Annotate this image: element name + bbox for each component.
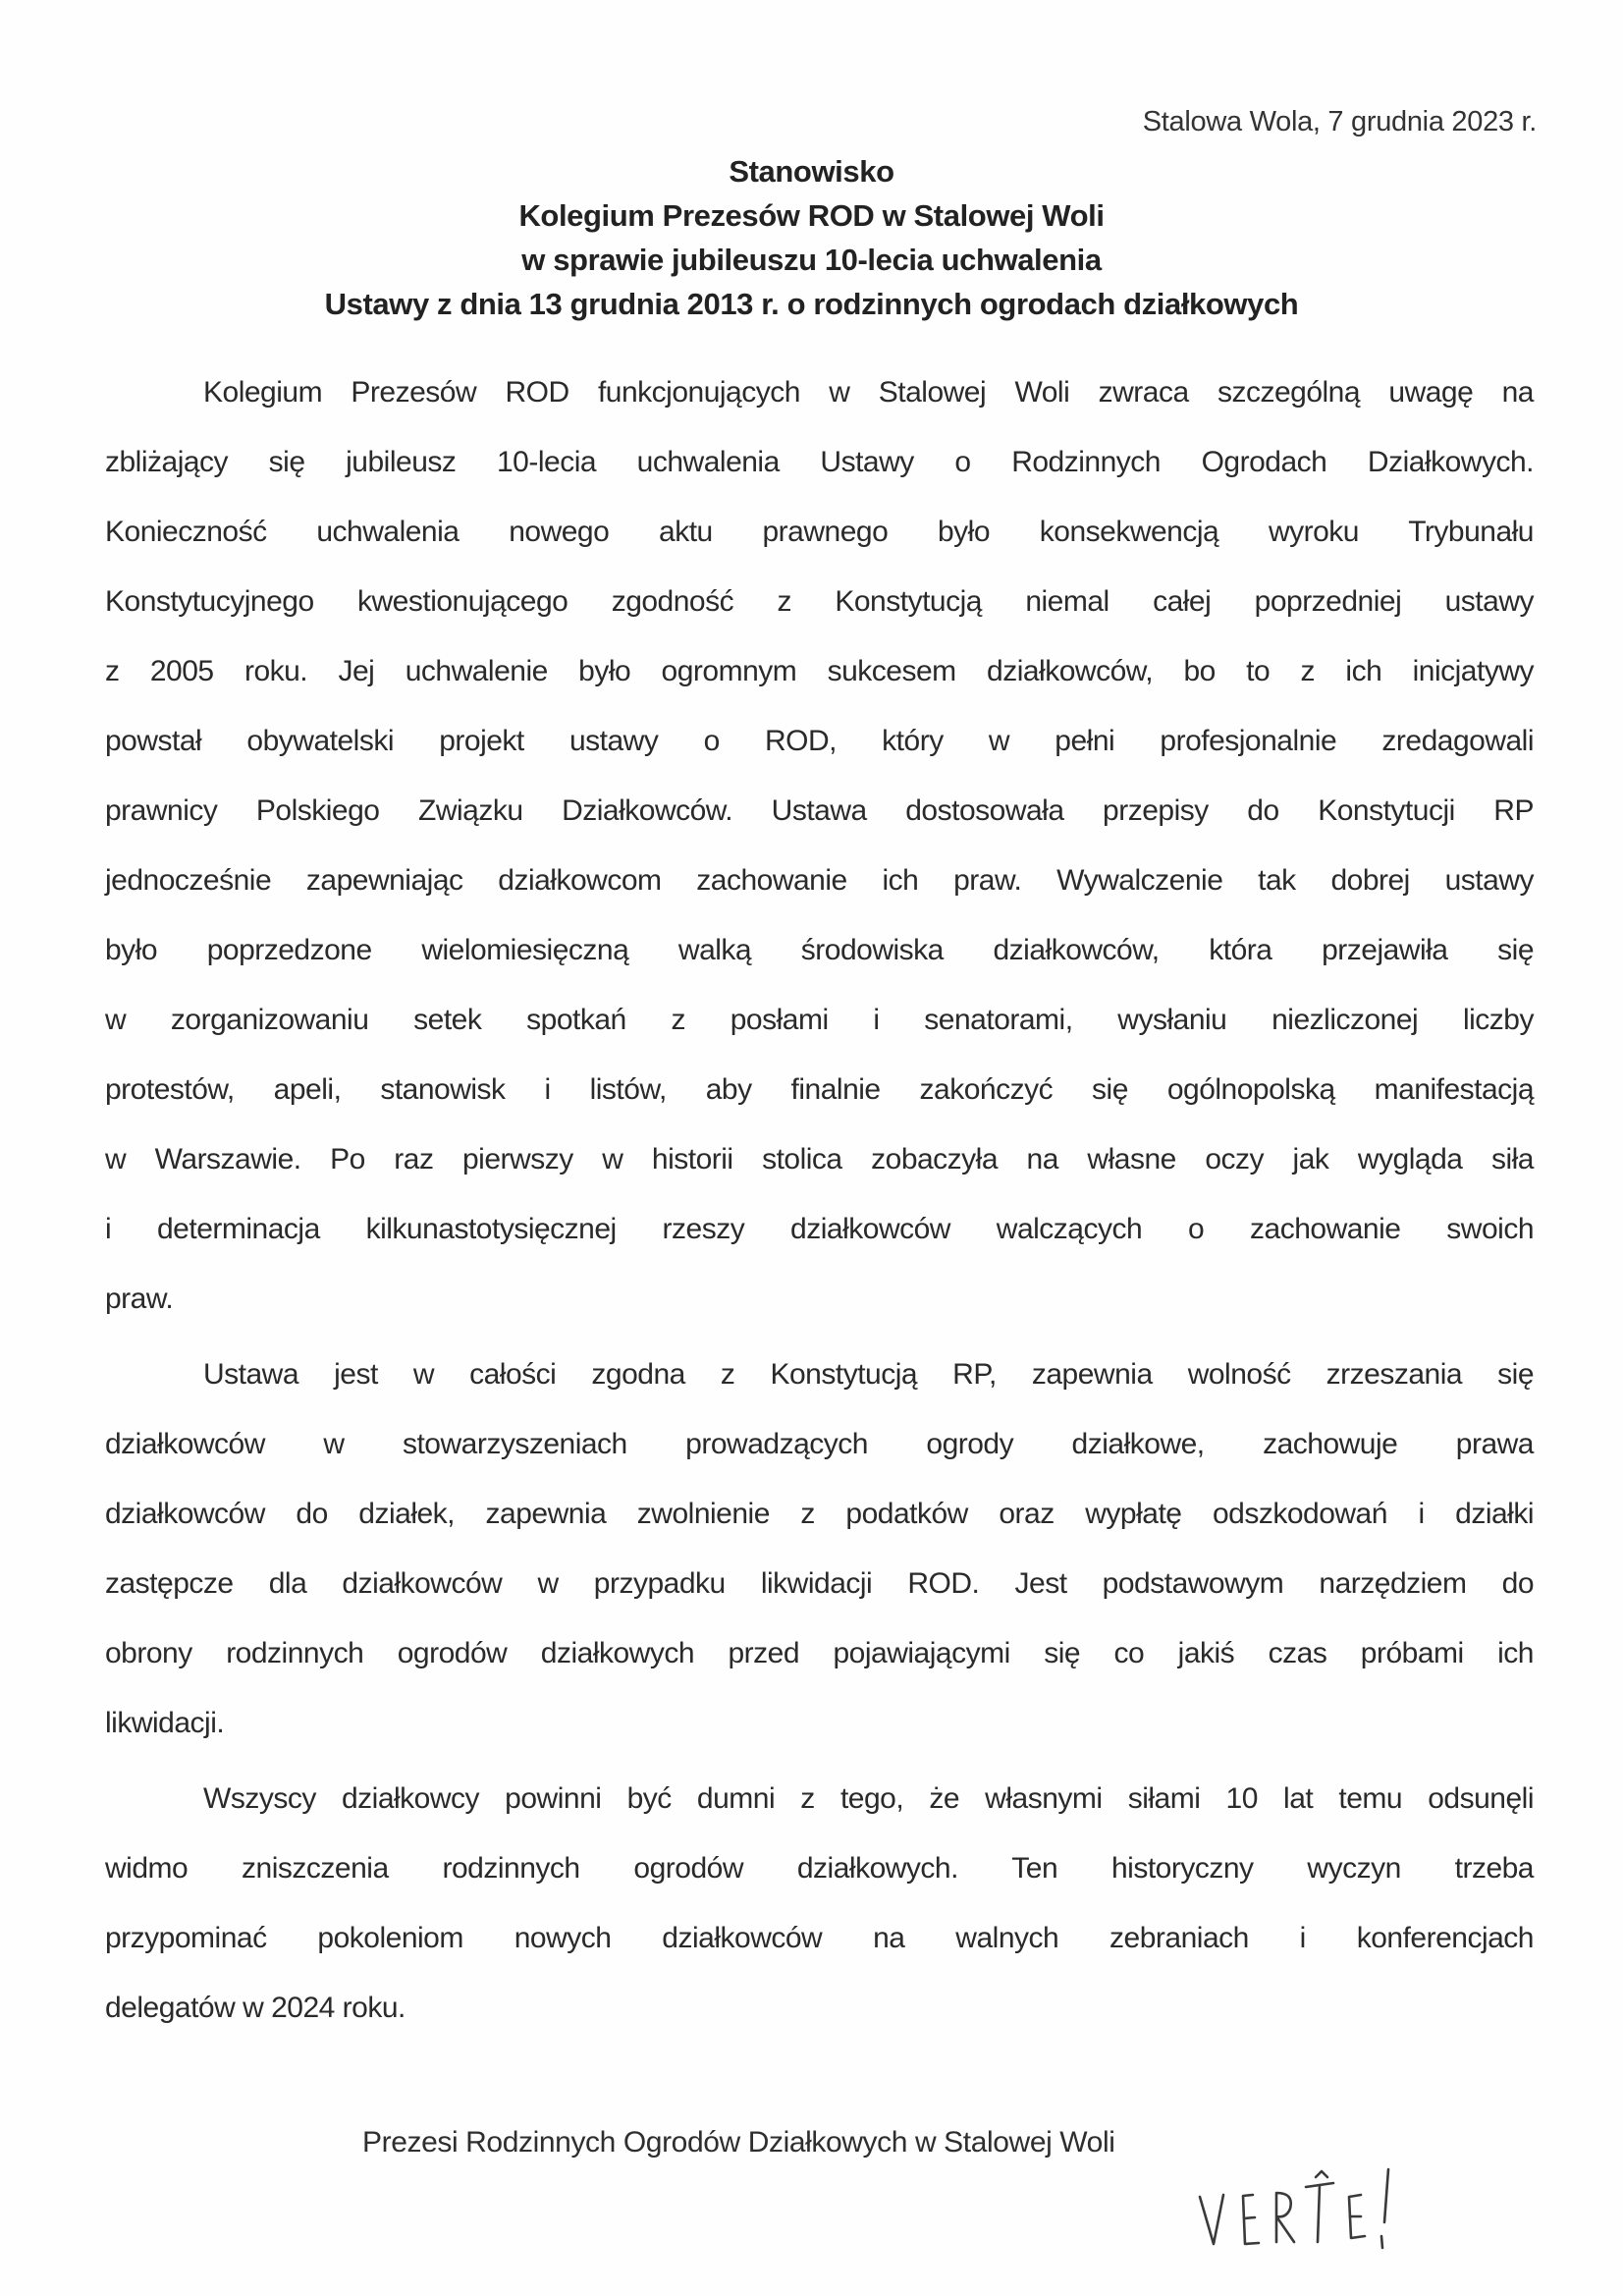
body-line: i determinacja kilkunastotysięcznej rzeszy działkowców walczących o zachowanie swoich — [105, 1213, 1534, 1245]
body-line: powstał obywatelski projekt ustawy o ROD, który w pełni profesjonalnie zredagowali — [105, 725, 1534, 757]
body-line: przypominać pokoleniom nowych działkowców na walnych zebraniach i konferencjach — [105, 1922, 1534, 1954]
body-line: Konstytucyjnego kwestionującego zgodność z Konstytucją niemal całej poprzedniej ustawy — [105, 585, 1534, 618]
signature-line: Prezesi Rodzinnych Ogrodów Działkowych w Stalowej Woli — [362, 2126, 1115, 2159]
body-line: widmo zniszczenia rodzinnych ogrodów działkowych. Ten historyczny wyczyn trzeba — [105, 1852, 1534, 1885]
body-line: delegatów w 2024 roku. — [105, 1992, 406, 2024]
body-line: prawnicy Polskiego Związku Działkowców. Ustawa dostosowała przepisy do Konstytucji RP — [105, 794, 1534, 827]
body-line: w zorganizowaniu setek spotkań z posłami i senatorami, wysłaniu niezliczonej liczby — [105, 1004, 1534, 1036]
body-line: Kolegium Prezesów ROD funkcjonujących w Stalowej Woli zwraca szczególną uwagę na — [203, 376, 1534, 409]
body-line: działkowców w stowarzyszeniach prowadzących ogrody działkowe, zachowuje prawa — [105, 1428, 1534, 1460]
body-line: praw. — [105, 1283, 174, 1315]
body-line: Ustawa jest w całości zgodna z Konstytucją RP, zapewnia wolność zrzeszania się — [203, 1358, 1534, 1391]
body-line: obrony rodzinnych ogrodów działkowych przed pojawiającymi się co jakiś czas próbami ich — [105, 1637, 1534, 1669]
body-line: zastępcze dla działkowców w przypadku likwidacji ROD. Jest podstawowym narzędziem do — [105, 1567, 1534, 1600]
title-line: Ustawy z dnia 13 grudnia 2013 r. o rodzinnych ogrodach działkowych — [324, 287, 1299, 321]
title-line: w sprawie jubileuszu 10-lecia uchwalenia — [521, 243, 1102, 277]
body-line: było poprzedzone wielomiesięczną walką środowiska działkowców, która przejawiła się — [105, 934, 1534, 966]
body-line: z 2005 roku. Jej uchwalenie było ogromnym sukcesem działkowców, bo to z ich inicjatywy — [105, 655, 1534, 687]
title-line: Kolegium Prezesów ROD w Stalowej Woli — [518, 198, 1105, 233]
body-line: Wszyscy działkowcy powinni być dumni z tego, że własnymi siłami 10 lat temu odsunęli — [203, 1782, 1534, 1815]
body-line: działkowców do działek, zapewnia zwolnienie z podatków oraz wypłatę odszkodowań i działki — [105, 1498, 1534, 1530]
body-line: Konieczność uchwalenia nowego aktu prawnego było konsekwencją wyroku Trybunału — [105, 516, 1534, 548]
body-line: protestów, apeli, stanowisk i listów, aby finalnie zakończyć się ogólnopolską manifestacją — [105, 1073, 1534, 1106]
body-line: jednocześnie zapewniając działkowcom zachowanie ich praw. Wywalczenie tak dobrej ustawy — [105, 864, 1534, 897]
handwritten-verte-note — [1188, 2165, 1443, 2254]
place-date: Stalowa Wola, 7 grudnia 2023 r. — [1142, 106, 1537, 137]
document-title — [0, 149, 1623, 326]
title-line: Stanowisko — [729, 154, 894, 189]
body-line: w Warszawie. Po raz pierwszy w historii stolica zobaczyła na własne oczy jak wygląda siła — [105, 1143, 1534, 1175]
body-line: zbliżający się jubileusz 10-lecia uchwalenia Ustawy o Rodzinnych Ogrodach Działkowych. — [105, 446, 1534, 478]
body-line: likwidacji. — [105, 1707, 225, 1739]
